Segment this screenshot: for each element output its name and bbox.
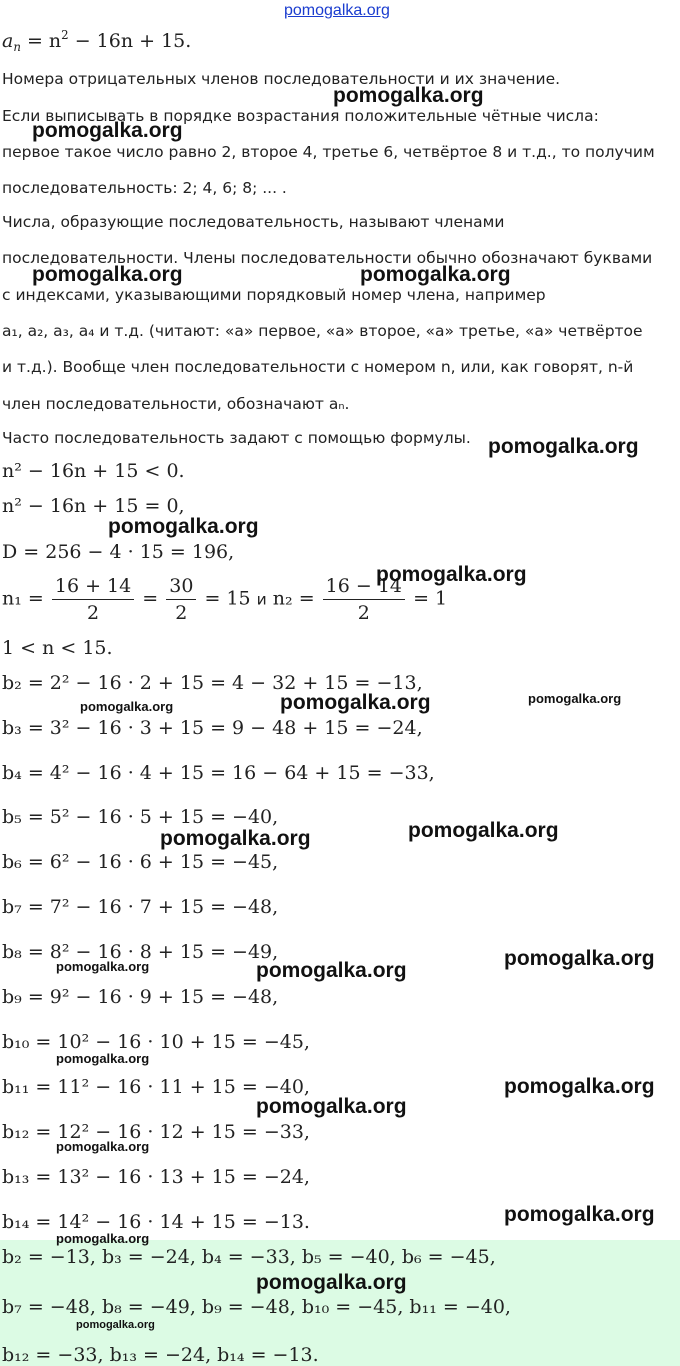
site-watermark-link[interactable]: pomogalka.org (284, 2, 390, 19)
term-computation: b₁₄ = 14² − 16 · 14 + 15 = −13. (2, 1211, 310, 1233)
watermark: pomogalka.org (56, 1051, 150, 1066)
watermark: pomogalka.org (376, 563, 527, 586)
watermark: pomogalka.org (280, 691, 431, 714)
term-computation: b₈ = 8² − 16 · 8 + 15 = −49, (2, 941, 279, 963)
watermark: pomogalka.org (80, 699, 174, 714)
term-computation: b₄ = 4² − 16 · 4 + 15 = 16 − 64 + 15 = −33, (2, 762, 435, 784)
fraction: $\frac{16 + 14}{2}$ (52, 573, 134, 626)
term-computation: b₁₃ = 13² − 16 · 13 + 15 = −24, (2, 1166, 310, 1188)
watermark: pomogalka.org (504, 1203, 655, 1226)
theory-line: первое такое число равно 2, второе 4, третье 6, четвёртое 8 и т.д., то получим (2, 143, 655, 161)
discriminant: D = 256 − 4 · 15 = 196, (2, 541, 235, 563)
watermark: pomogalka.org (256, 959, 407, 982)
term-computation: b₁₁ = 11² − 16 · 11 + 15 = −40, (2, 1076, 310, 1098)
term-computation: b₇ = 7² − 16 · 7 + 15 = −48, (2, 896, 279, 918)
watermark: pomogalka.org (256, 1095, 407, 1118)
watermark: pomogalka.org (504, 947, 655, 970)
theory-line: Часто последовательность задают с помощью формулы. (2, 429, 471, 447)
inequality: n² − 16n + 15 < 0. (2, 460, 185, 482)
theory-line: последовательность: 2; 4, 6; 8; ... . (2, 179, 287, 197)
sequence-formula: $a_n = n^2 - 16n + 15$. (2, 27, 192, 55)
watermark: pomogalka.org (160, 827, 311, 850)
watermark: pomogalka.org (56, 959, 150, 974)
quadratic-equation: n² − 16n + 15 = 0, (2, 495, 185, 517)
roots-line: n₁ = $\frac{16 + 14}{2}$ = $\frac{30}{2}$ = 15 и n₂ = $\frac{16 - 14}{2}$ = 1 (2, 575, 448, 624)
term-computation: b₅ = 5² − 16 · 5 + 15 = −40, (2, 806, 279, 828)
watermark: pomogalka.org (360, 263, 511, 286)
theory-heading: Номера отрицательных членов последовательности и их значение. (2, 70, 561, 88)
watermark: pomogalka.org (488, 435, 639, 458)
watermark: pomogalka.org (32, 263, 183, 286)
theory-line: член последовательности, обозначают aₙ. (2, 395, 350, 413)
fraction: $\frac{16 - 14}{2}$ (323, 573, 405, 626)
watermark: pomogalka.org (108, 515, 259, 538)
watermark: pomogalka.org (333, 84, 484, 107)
n-range: 1 < n < 15. (2, 637, 113, 659)
watermark: pomogalka.org (528, 691, 622, 706)
answer-line: b₇ = −48, b₈ = −49, b₉ = −48, b₁₀ = −45, b₁₁ = −40, (2, 1296, 511, 1318)
term-computation: b₂ = 2² − 16 · 2 + 15 = 4 − 32 + 15 = −13, (2, 672, 423, 694)
fraction: $\frac{30}{2}$ (166, 573, 196, 626)
watermark: pomogalka.org (504, 1075, 655, 1098)
watermark: pomogalka.org (408, 819, 559, 842)
theory-line: с индексами, указывающими порядковый номер члена, например (2, 286, 546, 304)
answer-line: b₁₂ = −33, b₁₃ = −24, b₁₄ = −13. (2, 1344, 319, 1366)
theory-line: Если выписывать в порядке возрастания положительные чётные числа: (2, 107, 599, 125)
theory-line: Числа, образующие последовательность, называют членами (2, 213, 505, 231)
watermark: pomogalka.org (76, 1319, 155, 1331)
answer-line: b₂ = −13, b₃ = −24, b₄ = −33, b₅ = −40, b₆ = −45, (2, 1246, 496, 1268)
watermark: pomogalka.org (32, 119, 183, 142)
term-computation: b₆ = 6² − 16 · 6 + 15 = −45, (2, 851, 279, 873)
term-computation: b₁₀ = 10² − 16 · 10 + 15 = −45, (2, 1031, 310, 1053)
theory-line: a₁, a₂, a₃, a₄ и т.д. (читают: «a» первое, «a» второе, «a» третье, «a» четвёртое (2, 322, 643, 340)
watermark: pomogalka.org (56, 1139, 150, 1154)
term-computation: b₉ = 9² − 16 · 9 + 15 = −48, (2, 986, 279, 1008)
term-computation: b₁₂ = 12² − 16 · 12 + 15 = −33, (2, 1121, 310, 1143)
term-computation: b₃ = 3² − 16 · 3 + 15 = 9 − 48 + 15 = −24, (2, 717, 423, 739)
watermark: pomogalka.org (56, 1231, 150, 1246)
theory-line: и т.д.). Вообще член последовательности с номером n, или, как говорят, n-й (2, 358, 634, 376)
theory-line: последовательности. Члены последовательности обычно обозначают буквами (2, 249, 653, 267)
watermark: pomogalka.org (256, 1271, 407, 1294)
